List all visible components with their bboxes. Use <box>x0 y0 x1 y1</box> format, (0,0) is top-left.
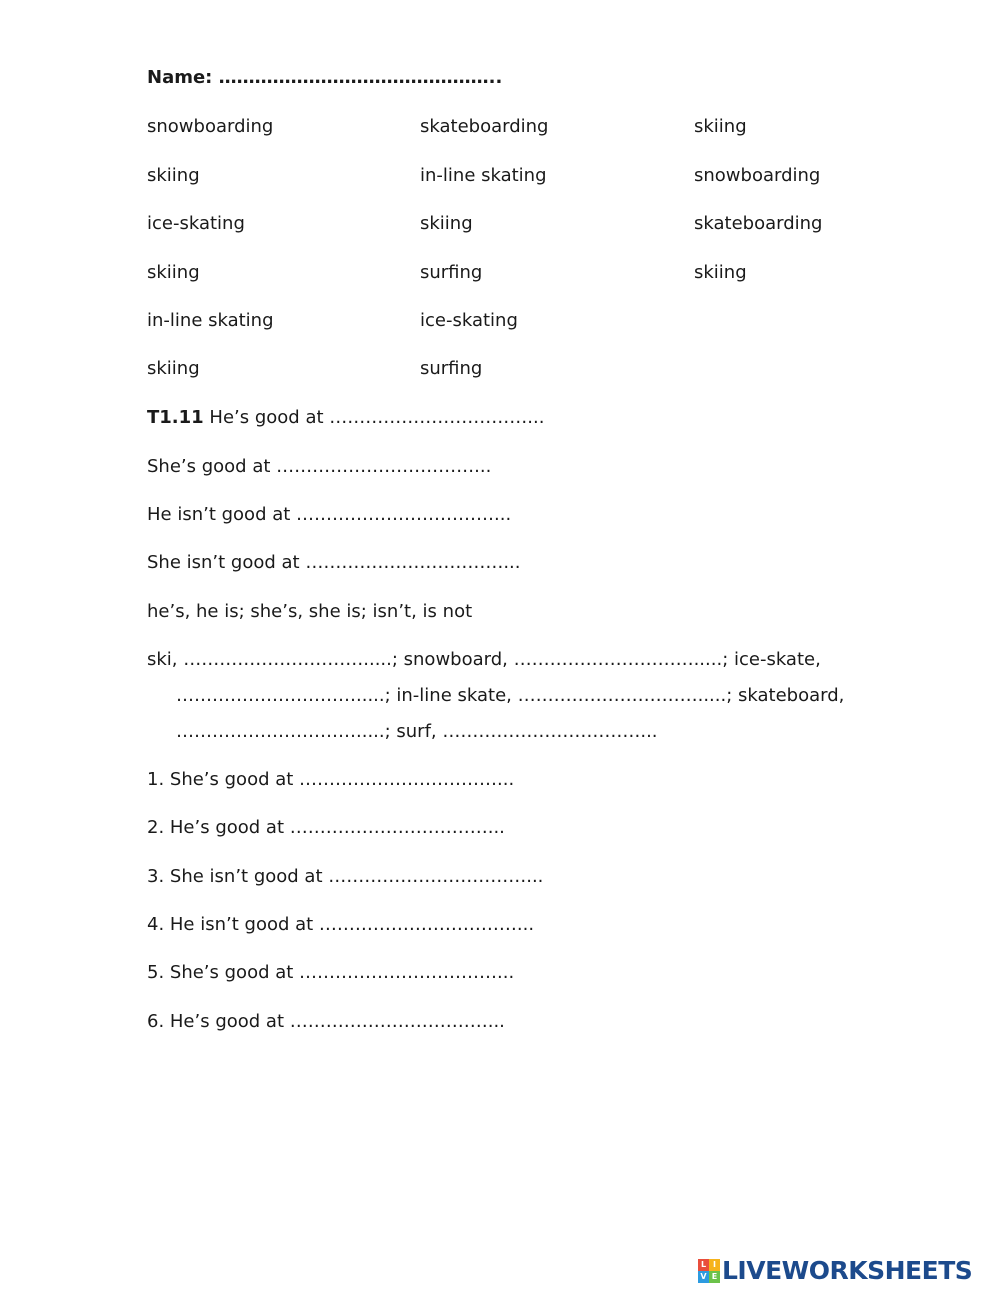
t111-line <box>147 406 544 430</box>
numbered-item: 4. He isn’t good at ……………………………... <box>147 914 535 935</box>
grid-cell: ice-skating <box>147 213 245 234</box>
grid-cell: skiing <box>147 262 200 283</box>
verbs-line: ski, ………………………….....; snowboard, ………………………….....; ice-skate, <box>147 649 821 670</box>
grid-cell: skiing <box>694 116 747 137</box>
verbs-line: ………………………….....; in-line skate, ………………………….....; skateboard, <box>176 685 845 706</box>
numbered-item: 6. He’s good at ……………………………... <box>147 1011 505 1032</box>
numbered-item: 2. He’s good at ……………………………... <box>147 817 505 838</box>
practice-line: She’s good at ……………………………... <box>147 456 492 477</box>
name-label: Name: <box>147 67 219 88</box>
grid-cell: snowboarding <box>694 165 821 186</box>
logo-mark-letter: I <box>709 1259 720 1271</box>
logo-mark-letter: L <box>698 1259 709 1271</box>
logo-mark-icon <box>698 1259 720 1283</box>
grid-cell: skateboarding <box>694 213 823 234</box>
grid-cell: skateboarding <box>420 116 549 137</box>
liveworksheets-logo <box>698 1258 972 1284</box>
name-line <box>147 66 502 90</box>
grid-cell: ice-skating <box>420 310 518 331</box>
name-dots: ……………………………………….. <box>218 67 503 88</box>
contractions-line: he’s, he is; she’s, she is; isn’t, is not <box>147 601 473 622</box>
logo-text: LIVEWORKSHEETS <box>722 1256 973 1285</box>
logo-mark-letter: V <box>698 1271 709 1283</box>
numbered-item: 5. She’s good at ……………………………... <box>147 962 515 983</box>
grid-cell: snowboarding <box>147 116 274 137</box>
grid-cell: in-line skating <box>420 165 547 186</box>
grid-cell: skiing <box>147 165 200 186</box>
t111-tag: T1.11 <box>147 407 204 428</box>
practice-line: She isn’t good at ……………………………... <box>147 552 521 573</box>
grid-cell: skiing <box>420 213 473 234</box>
t111-sentence: He’s good at ……………………………... <box>203 407 545 428</box>
grid-cell: in-line skating <box>147 310 274 331</box>
grid-cell: surfing <box>420 262 483 283</box>
numbered-item: 1. She’s good at ……………………………... <box>147 769 515 790</box>
verbs-line: ………………………….....; surf, ……………………………... <box>176 721 658 742</box>
grid-cell: skiing <box>694 262 747 283</box>
practice-line: He isn’t good at ……………………………... <box>147 504 512 525</box>
grid-cell: skiing <box>147 358 200 379</box>
numbered-item: 3. She isn’t good at ……………………………... <box>147 866 544 887</box>
grid-cell: surfing <box>420 358 483 379</box>
logo-mark-letter: E <box>709 1271 720 1283</box>
